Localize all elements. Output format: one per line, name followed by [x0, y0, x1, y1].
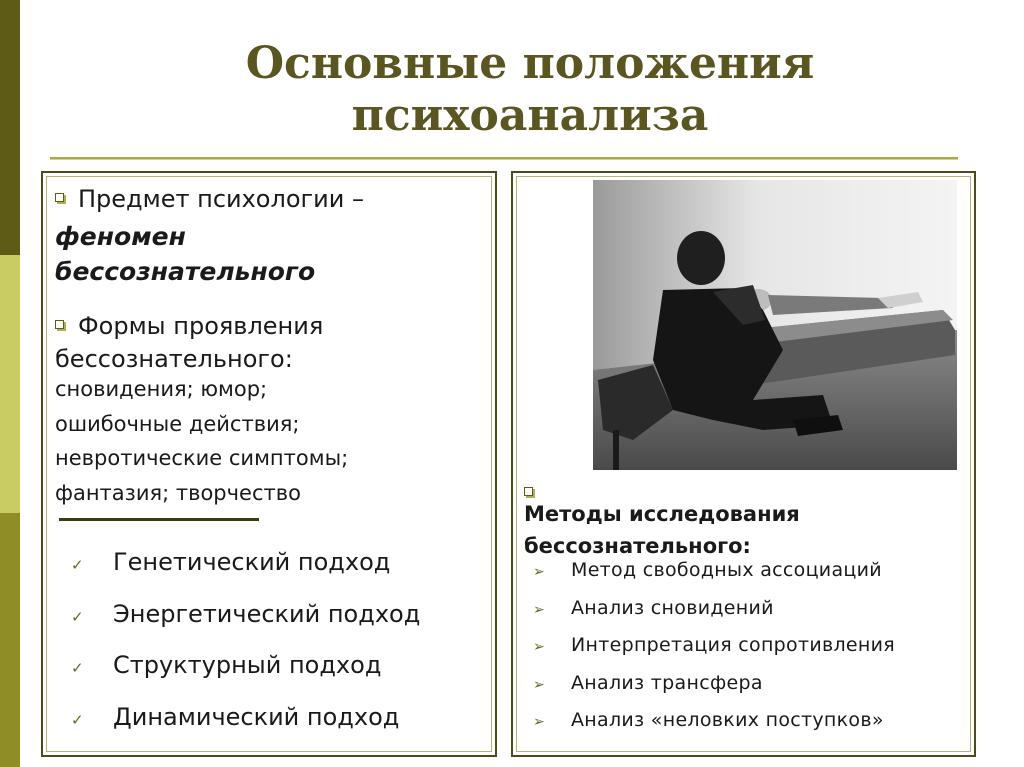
psychoanalysis-session-photo [593, 180, 957, 470]
approach-label: Динамический подход [113, 702, 400, 731]
arrow-right-icon: ➢ [533, 714, 546, 730]
method-label: Анализ «неловких поступков» [571, 709, 884, 731]
phenomenon-line-1: феномен [55, 222, 186, 251]
forms-label-line-1: Формы проявления [78, 312, 324, 340]
method-label: Метод свободных ассоциаций [571, 559, 882, 581]
phenomenon-line-2: бессознательного [55, 257, 316, 286]
forms-item: сновидения; юмор; [55, 377, 268, 401]
square-bullet-icon [524, 487, 533, 496]
sidebar-segment-dark [0, 0, 20, 255]
decorative-sidebar [0, 0, 20, 767]
forms-label-line-2: бессознательного: [55, 345, 293, 373]
approaches-list [71, 548, 420, 754]
methods-heading [524, 489, 800, 562]
analyst-head [677, 231, 725, 285]
approach-item [71, 548, 420, 600]
method-label: Анализ трансфера [571, 671, 763, 694]
slide-title-line-2: психоанализа [351, 89, 709, 141]
phenomenon-heading [55, 219, 315, 289]
forms-item: невротические симптомы; [55, 446, 349, 470]
forms-item: фантазия; творчество [55, 480, 301, 505]
subject-label: Предмет психологии – [78, 185, 364, 213]
method-item [533, 559, 895, 597]
check-icon: ✓ [71, 710, 84, 729]
method-label: Анализ сновидений [571, 596, 774, 619]
method-item [533, 672, 895, 710]
arrow-right-icon: ➢ [533, 676, 546, 693]
methods-heading-line-1: Методы исследования [524, 502, 800, 526]
method-item [533, 597, 895, 635]
method-item [533, 634, 895, 672]
arrow-right-icon: ➢ [533, 564, 546, 580]
approach-item [71, 703, 420, 755]
method-item [533, 709, 895, 747]
methods-list [533, 559, 895, 747]
approach-label: Структурный подход [113, 651, 382, 679]
sidebar-segment-light [0, 255, 20, 513]
arrow-right-icon: ➢ [533, 639, 546, 655]
square-bullet-icon [55, 320, 64, 329]
check-icon: ✓ [71, 556, 84, 574]
approach-label: Генетический подход [113, 548, 391, 576]
slide-title-line-1: Основные положения [245, 38, 815, 89]
approach-item [71, 651, 420, 703]
check-icon: ✓ [71, 607, 84, 626]
approach-item [71, 600, 420, 652]
session-illustration [593, 180, 957, 470]
slide-title [200, 38, 860, 142]
approach-label: Энергетический подход [113, 599, 421, 628]
forms-list [55, 377, 348, 515]
right-panel [511, 171, 976, 757]
method-label: Интерпретация сопротивления [571, 634, 896, 656]
section-divider [59, 518, 259, 521]
forms-heading [55, 310, 323, 376]
sidebar-segment-mid [0, 513, 20, 767]
forms-item: ошибочные действия; [55, 411, 300, 436]
check-icon: ✓ [71, 659, 84, 677]
chair-leg [613, 430, 619, 470]
left-panel [41, 171, 497, 757]
title-underline [50, 157, 958, 160]
arrow-right-icon: ➢ [533, 601, 546, 618]
square-bullet-icon [55, 193, 64, 202]
methods-heading-line-2: бессознательного: [524, 534, 751, 558]
subject-line [55, 185, 364, 213]
